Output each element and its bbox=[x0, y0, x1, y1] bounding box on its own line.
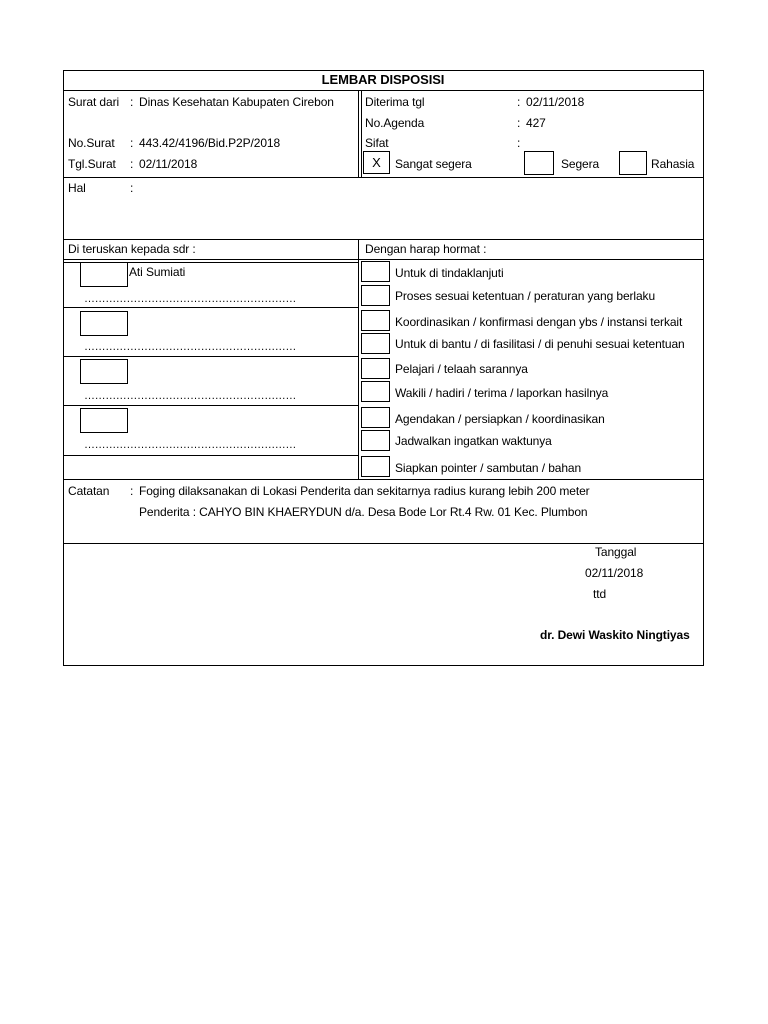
harap-item-label: Jadwalkan ingatkan waktunya bbox=[395, 434, 552, 448]
recipient-checkbox[interactable] bbox=[80, 262, 128, 287]
diterima-value: 02/11/2018 bbox=[526, 95, 585, 109]
sangat-segera-mark: X bbox=[372, 155, 381, 170]
hal-sep: : bbox=[130, 181, 134, 195]
catatan-sep: : bbox=[130, 484, 134, 498]
harap-item-label: Agendakan / persiapkan / koordinasikan bbox=[395, 412, 605, 426]
recipient-checkbox[interactable] bbox=[80, 408, 128, 433]
tanggal-label: Tanggal bbox=[595, 545, 637, 559]
catatan-line-2: Penderita : CAHYO BIN KHAERYDUN d/a. Desa Bode Lor Rt.4 Rw. 01 Kec. Plumbon bbox=[139, 505, 588, 519]
hal-label: Hal bbox=[68, 181, 86, 195]
signature-date: 02/11/2018 bbox=[585, 566, 644, 580]
no-agenda-value: 427 bbox=[526, 116, 546, 130]
harap-item-label: Pelajari / telaah sarannya bbox=[395, 362, 528, 376]
harap-item-label: Siapkan pointer / sambutan / bahan bbox=[395, 461, 582, 475]
harap-checkbox[interactable] bbox=[361, 333, 390, 354]
ttd-text: ttd bbox=[593, 587, 607, 601]
recipient-dotted-line: …………………………………………………… bbox=[84, 341, 297, 353]
recipient-name: Ati Sumiati bbox=[129, 265, 186, 279]
surat-dari-label: Surat dari bbox=[68, 95, 120, 109]
sangat-segera-checkbox[interactable] bbox=[363, 151, 390, 174]
harap-checkbox[interactable] bbox=[361, 456, 390, 477]
diteruskan-header: Di teruskan kepada sdr : bbox=[68, 242, 196, 256]
harap-checkbox[interactable] bbox=[361, 381, 390, 402]
surat-dari-sep: : bbox=[130, 95, 134, 109]
recipient-dotted-line: …………………………………………………… bbox=[84, 293, 297, 305]
recipient-checkbox[interactable] bbox=[80, 359, 128, 384]
signatory-name: dr. Dewi Waskito Ningtiyas bbox=[540, 628, 690, 642]
rahasia-label: Rahasia bbox=[651, 157, 695, 171]
catatan-line-1: Foging dilaksanakan di Lokasi Penderita dan sekitarnya radius kurang lebih 200 meter bbox=[139, 484, 590, 498]
no-surat-value: 443.42/4196/Bid.P2P/2018 bbox=[139, 136, 281, 150]
surat-dari-value: Dinas Kesehatan Kabupaten Cirebon bbox=[139, 95, 334, 109]
no-agenda-label: No.Agenda bbox=[365, 116, 425, 130]
sifat-label: Sifat bbox=[365, 136, 389, 150]
no-agenda-sep: : bbox=[517, 116, 521, 130]
rahasia-checkbox[interactable] bbox=[619, 151, 647, 175]
harap-checkbox[interactable] bbox=[361, 430, 390, 451]
harap-checkbox[interactable] bbox=[361, 261, 390, 282]
catatan-label: Catatan bbox=[68, 484, 110, 498]
harap-checkbox[interactable] bbox=[361, 310, 390, 331]
tgl-surat-value: 02/11/2018 bbox=[139, 157, 198, 171]
no-surat-label: No.Surat bbox=[68, 136, 115, 150]
recipient-dotted-line: …………………………………………………… bbox=[84, 390, 297, 402]
harap-checkbox[interactable] bbox=[361, 358, 390, 379]
harap-item-label: Proses sesuai ketentuan / peraturan yang berlaku bbox=[395, 289, 656, 303]
segera-checkbox[interactable] bbox=[524, 151, 554, 175]
sifat-sep: : bbox=[517, 136, 521, 150]
recipient-dotted-line: …………………………………………………… bbox=[84, 439, 297, 451]
form-title: LEMBAR DISPOSISI bbox=[321, 72, 445, 87]
segera-label: Segera bbox=[561, 157, 600, 171]
sangat-segera-label: Sangat segera bbox=[395, 157, 472, 171]
harap-checkbox[interactable] bbox=[361, 407, 390, 428]
harap-item-label: Koordinasikan / konfirmasi dengan ybs / instansi terkait bbox=[395, 315, 683, 329]
harap-item-label: Wakili / hadiri / terima / laporkan hasilnya bbox=[395, 386, 609, 400]
diterima-label: Diterima tgl bbox=[365, 95, 425, 109]
tgl-surat-label: Tgl.Surat bbox=[68, 157, 116, 171]
harap-item-label: Untuk di tindaklanjuti bbox=[395, 266, 504, 280]
harap-checkbox[interactable] bbox=[361, 285, 390, 306]
harap-item-label: Untuk di bantu / di fasilitasi / di penuhi sesuai ketentuan bbox=[395, 337, 685, 351]
tgl-surat-sep: : bbox=[130, 157, 134, 171]
recipient-checkbox[interactable] bbox=[80, 311, 128, 336]
harap-header: Dengan harap hormat : bbox=[365, 242, 487, 256]
diterima-sep: : bbox=[517, 95, 521, 109]
no-surat-sep: : bbox=[130, 136, 134, 150]
